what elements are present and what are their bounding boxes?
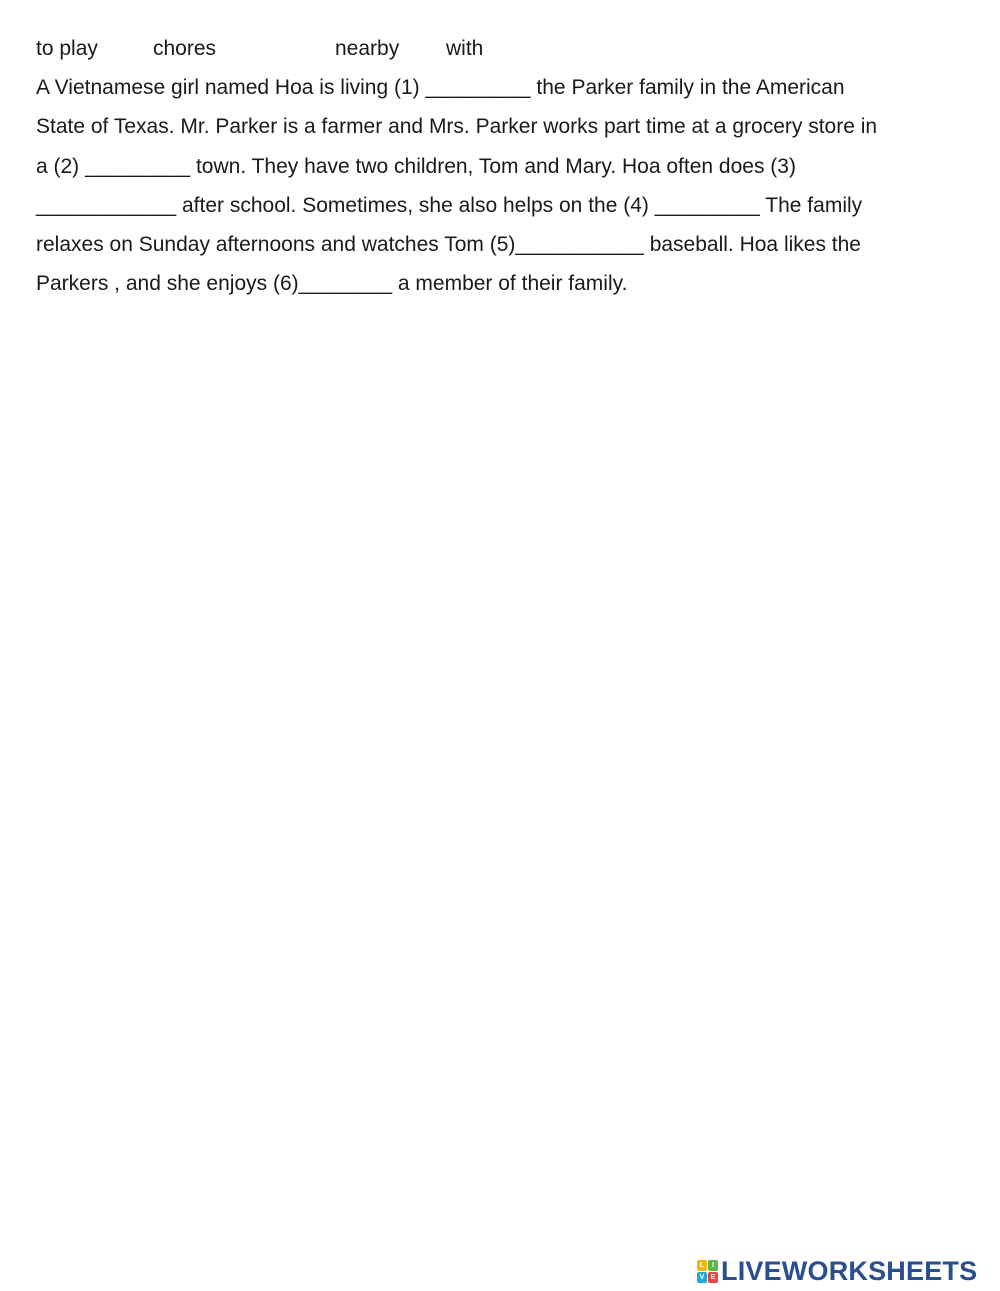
passage-line: a (2) _________ town. They have two children, Tom and Mary. Hoa often does (3): [36, 154, 796, 178]
passage-line: relaxes on Sunday afternoons and watches Tom (5)___________ baseball. Hoa likes the: [36, 233, 861, 257]
logo-mark-v: V: [697, 1272, 707, 1283]
logo-text: LIVEWORKSHEETS: [721, 1256, 978, 1286]
passage-line: Parkers , and she enjoys (6)________ a member of their family.: [36, 272, 628, 296]
word-bank-item: to play: [36, 37, 98, 60]
passage-line: State of Texas. Mr. Parker is a farmer and Mrs. Parker works part time at a grocery store in: [36, 115, 878, 139]
logo-mark-e: E: [708, 1272, 718, 1283]
passage-line: ____________ after school. Sometimes, she also helps on the (4) _________ The family: [36, 193, 863, 217]
liveworksheets-logo: [697, 1256, 977, 1286]
logo-mark-icon: [697, 1260, 718, 1283]
logo-mark-l: L: [697, 1260, 707, 1271]
word-bank-item: with: [446, 37, 484, 60]
word-bank-item: chores: [153, 37, 217, 60]
word-bank-item: nearby: [335, 37, 400, 60]
passage: [36, 75, 976, 311]
passage-line: A Vietnamese girl named Hoa is living (1) _________ the Parker family in the American: [36, 76, 845, 99]
logo-mark-i: I: [708, 1260, 718, 1271]
